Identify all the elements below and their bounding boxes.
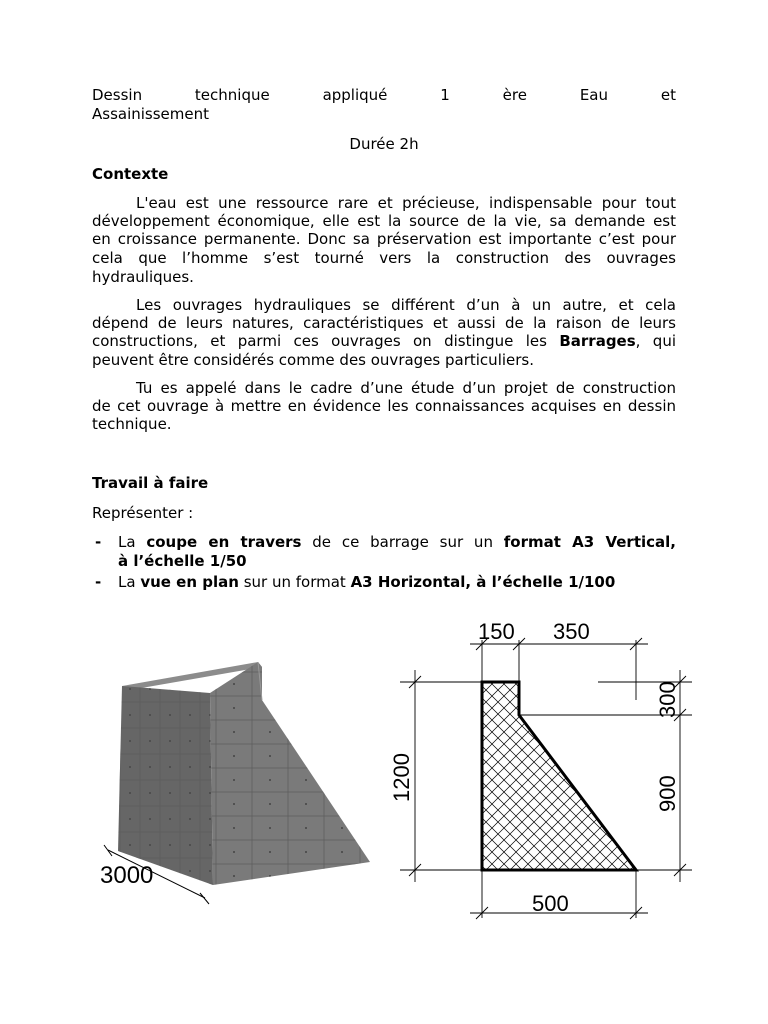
course-title: Dessin technique appliqué bbox=[92, 86, 388, 104]
paragraph-line: de cet ouvrage à mettre en évidence les connaissances acquises en dessin bbox=[92, 397, 676, 415]
course-header-line bbox=[92, 86, 676, 104]
filiere-continued: Assainissement bbox=[92, 105, 210, 123]
dim-top-right: 350 bbox=[553, 619, 590, 644]
task-keyword: coupe en travers bbox=[146, 533, 302, 551]
dim-top-left: 150 bbox=[478, 619, 515, 644]
dim-bottom-width: 500 bbox=[532, 891, 569, 916]
section-hatched-profile bbox=[482, 682, 636, 870]
block-front-face-panels bbox=[210, 662, 370, 885]
paragraph-line-with-bold bbox=[92, 332, 676, 350]
task-format: A3 Horizontal, à l’échelle 1/100 bbox=[350, 573, 616, 591]
paragraph-line: développement économique, elle est la source de la vie, sa demande est bbox=[92, 212, 676, 230]
paragraph-line: technique. bbox=[92, 415, 172, 433]
task-intro: Représenter : bbox=[92, 504, 194, 522]
task-text: La bbox=[118, 533, 147, 551]
level-suffix: ère bbox=[502, 86, 527, 104]
bullet-dash: - bbox=[95, 573, 102, 591]
task-text: sur un format bbox=[238, 573, 351, 591]
paragraph-line: peuvent être considérés comme des ouvrages particuliers. bbox=[92, 351, 535, 369]
dim-block-length: 3000 bbox=[100, 862, 154, 889]
dim-right-upper: 300 bbox=[655, 681, 680, 718]
paragraph-text: , qui bbox=[635, 332, 676, 350]
paragraph-line: cela que l’homme s’est tourné vers la construction des ouvrages bbox=[92, 249, 676, 267]
dam-figure bbox=[0, 600, 768, 930]
paragraph-line: L'eau est une ressource rare et précieuse, indispensable pour tout bbox=[136, 194, 676, 212]
task-keyword: vue en plan bbox=[140, 573, 239, 591]
paragraph-line: hydrauliques. bbox=[92, 268, 194, 286]
task-text: de ce barrage sur un bbox=[301, 533, 504, 551]
bullet-dash: - bbox=[95, 533, 102, 551]
paragraph-text: constructions, et parmi ces ouvrages on distingue les bbox=[92, 332, 547, 350]
filiere-word-1: Eau bbox=[579, 86, 609, 104]
keyword-barrages: Barrages bbox=[559, 332, 636, 350]
filiere-word-2: et bbox=[660, 86, 676, 104]
task-format: format A3 Vertical, bbox=[503, 533, 676, 551]
section-title-travail: Travail à faire bbox=[92, 474, 209, 492]
task-text: La bbox=[118, 573, 141, 591]
exam-duration: Durée 2h bbox=[349, 135, 419, 153]
dim-left-height: 1200 bbox=[389, 753, 414, 802]
task-item-2 bbox=[118, 573, 615, 591]
dam-cross-section bbox=[482, 682, 636, 870]
dim-right-lower: 900 bbox=[655, 775, 680, 812]
paragraph-line: Les ouvrages hydrauliques se différent d’un à un autre, et cela bbox=[136, 296, 676, 314]
level-number: 1 bbox=[440, 86, 450, 104]
task-item-1-line-1 bbox=[118, 533, 676, 551]
section-title-contexte: Contexte bbox=[92, 165, 169, 183]
paragraph-line: Tu es appelé dans le cadre d’une étude d’un projet de construction bbox=[136, 379, 676, 397]
paragraph-line: dépend de leurs natures, caractéristiques et aussi de la raison de leurs bbox=[92, 314, 676, 332]
task-item-1-scale: à l’échelle 1/50 bbox=[118, 552, 247, 570]
paragraph-line: en croissance permanente. Donc sa préservation est importante c’est pour bbox=[92, 230, 676, 248]
dam-3d-render bbox=[118, 662, 370, 885]
block-left-face-panels bbox=[118, 686, 213, 885]
